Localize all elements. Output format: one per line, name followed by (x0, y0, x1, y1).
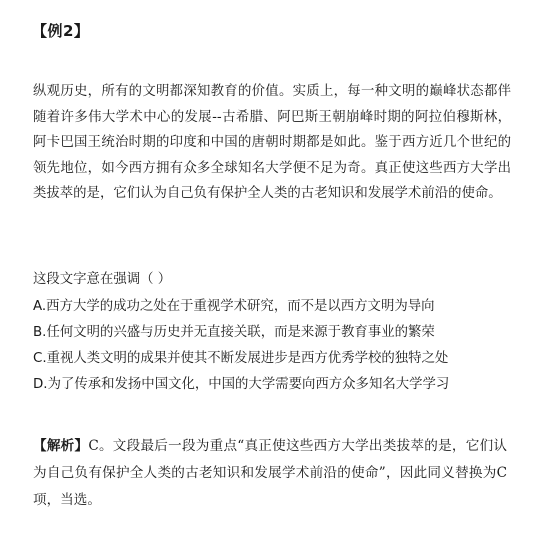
option-a: A.西方大学的成功之处在于重视学术研究，而不是以西方文明为导向 (33, 299, 435, 314)
example-label: 【例2】 (32, 22, 90, 40)
option-c: C.重视人类文明的成果并使其不断发展进步是西方优秀学校的独特之处 (33, 351, 449, 366)
question-stem: 这段文字意在强调（ ） (33, 272, 172, 287)
option-d: D.为了传承和发扬中国文化，中国的大学需要向西方众多知名大学学习 (33, 377, 450, 392)
analysis-text: C。文段最后一段为重点“真正使这些西方大学出类拔萃的是，它们认为自己负有保护全人类的古老知识和发展学术前沿的使命”，因此同义替换为C项，当选。 (33, 438, 507, 508)
analysis-tag: 【解析】 (33, 438, 89, 454)
options-list (33, 294, 449, 398)
passage-text: 纵观历史，所有的文明都深知教育的价值。实质上，每一种文明的巅峰状态都伴随着许多伟大学术中心的发展--古希腊、阿巴斯王朝崩峰时期的阿拉伯穆斯林，阿卡巴国王统治时期的印度和中国的唐朝时期都是如此。鉴于西方近几个世纪的领先地位，如今西方拥有众多全球知名大学便不足为奇。真正使这些西方大学出类拔萃的是，它们认为自己负有保护全人类的古老知识和发展学术前沿的使命。 (33, 84, 511, 201)
option-b: B.任何文明的兴盛与历史并无直接关联，而是来源于教育事业的繁荣 (33, 325, 435, 340)
analysis-block (33, 433, 507, 514)
